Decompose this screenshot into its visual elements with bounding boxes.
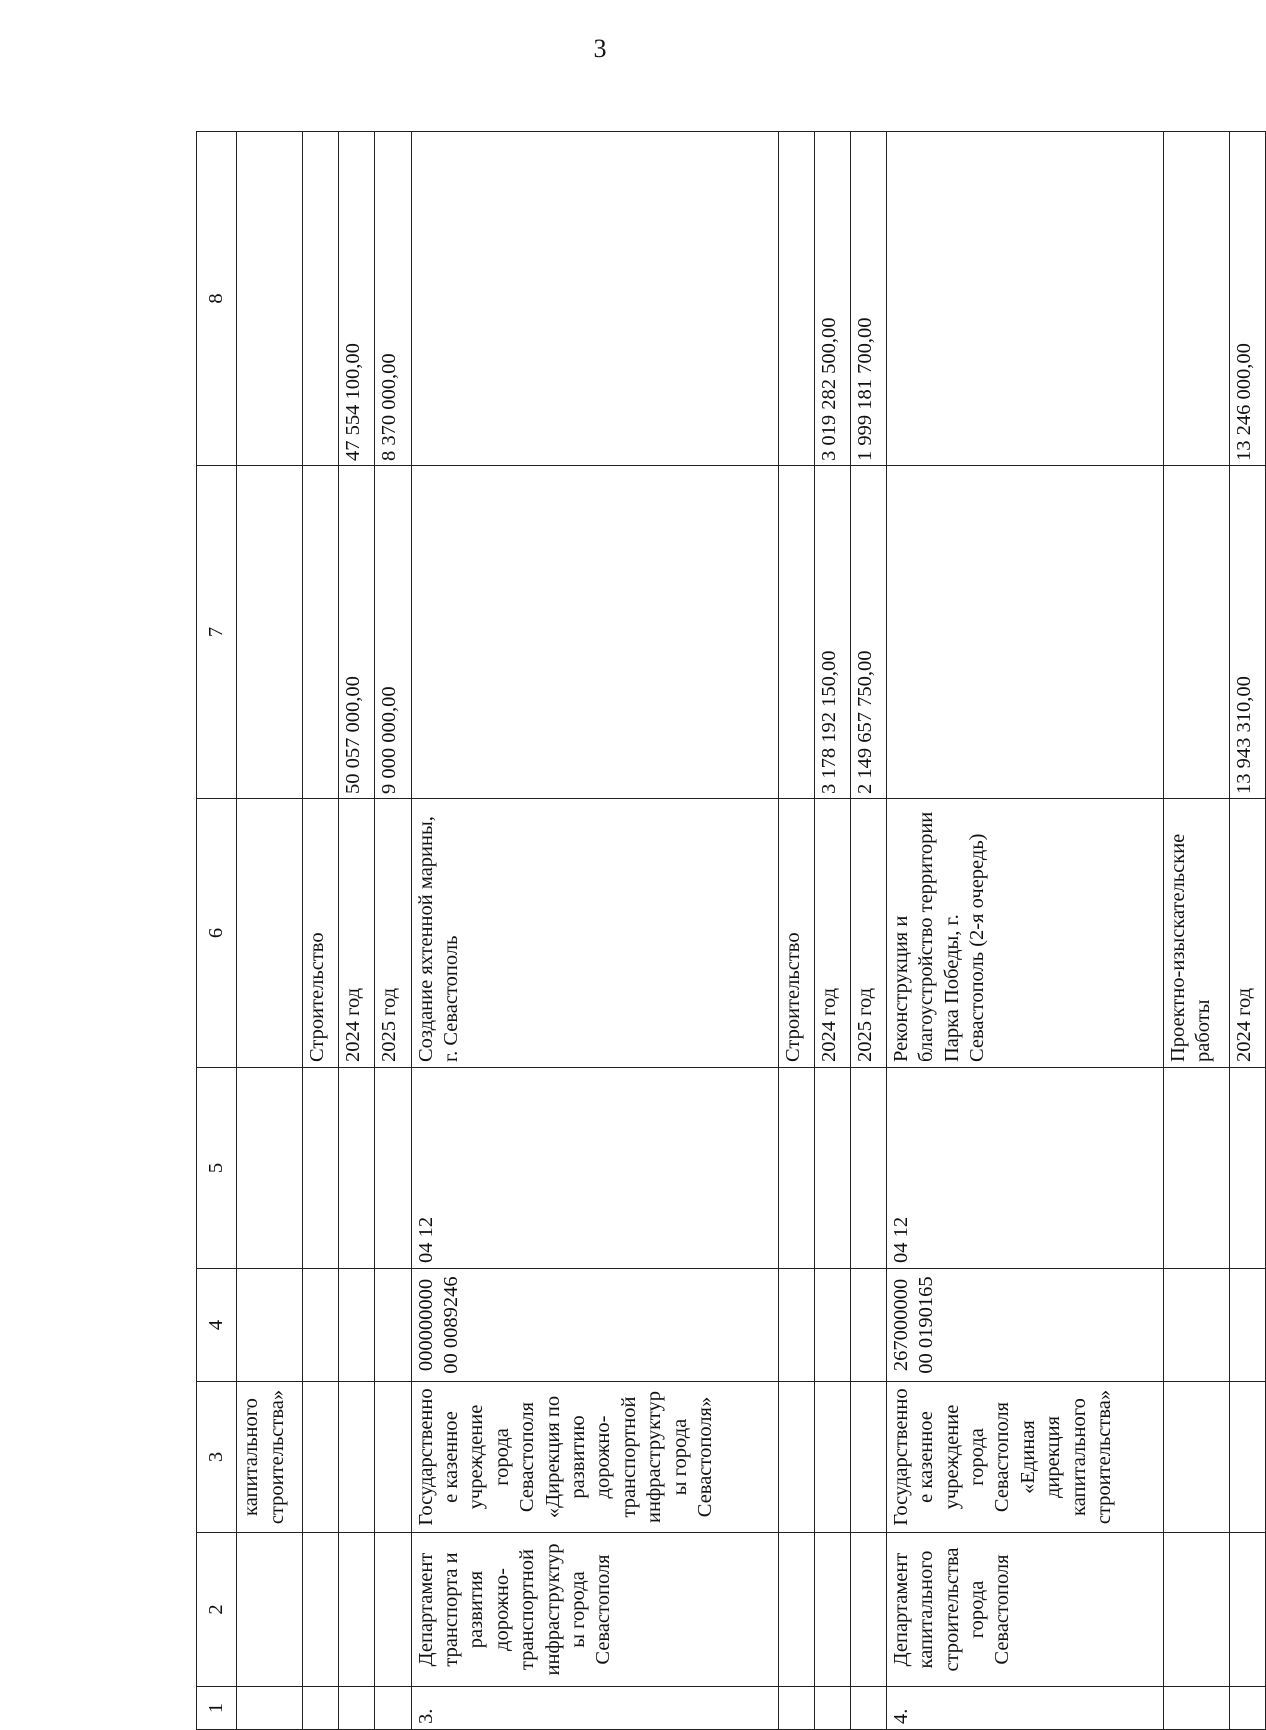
cell-section xyxy=(778,1068,814,1269)
cell-section: 04 12 xyxy=(411,1068,778,1269)
cell-no xyxy=(1163,1687,1229,1730)
cell-amount: 13 943 310,00 xyxy=(1229,466,1265,799)
cell-object: 2024 год xyxy=(339,799,375,1068)
cell-amount xyxy=(411,466,778,799)
cell-object: Проектно-изыскательские работы xyxy=(1163,799,1229,1068)
cell-department xyxy=(375,1533,411,1687)
cell-amount xyxy=(303,466,339,799)
cell-no: 4. xyxy=(886,1687,1163,1730)
cell-amount xyxy=(1163,132,1229,466)
cell-department xyxy=(1163,1533,1229,1687)
cell-code xyxy=(375,1269,411,1382)
cell-object: Реконструкция и благоустройство территории Парка Победы, г. Севастополь (2-я очередь) xyxy=(886,799,1163,1068)
cell-no xyxy=(237,1687,303,1730)
cell-no xyxy=(778,1687,814,1730)
cell-section xyxy=(1163,1068,1229,1269)
cell-amount xyxy=(778,466,814,799)
table-row xyxy=(1163,132,1229,1730)
page-number: 3 xyxy=(593,34,607,63)
table-row xyxy=(886,132,1163,1730)
cell-institution xyxy=(303,1382,339,1533)
cell-object: Строительство xyxy=(778,799,814,1068)
table-row xyxy=(375,132,411,1730)
table-row xyxy=(1229,132,1265,1730)
cell-code xyxy=(1229,1269,1265,1382)
cell-code xyxy=(1163,1269,1229,1382)
header-row xyxy=(197,132,237,1730)
header-cell: 6 xyxy=(197,799,237,1068)
header-cell: 5 xyxy=(197,1068,237,1269)
cell-institution xyxy=(850,1382,886,1533)
cell-amount: 1 999 181 700,00 xyxy=(850,132,886,466)
table-row xyxy=(814,132,850,1730)
cell-amount xyxy=(886,132,1163,466)
cell-amount xyxy=(237,132,303,466)
cell-code xyxy=(237,1269,303,1382)
cell-no xyxy=(850,1687,886,1730)
cell-department xyxy=(814,1533,850,1687)
cell-object: 2024 год xyxy=(1229,799,1265,1068)
cell-object: 2024 год xyxy=(814,799,850,1068)
cell-amount: 8 370 000,00 xyxy=(375,132,411,466)
header-cell: 4 xyxy=(197,1269,237,1382)
cell-section xyxy=(339,1068,375,1269)
cell-institution: Государственное казенное учреждение города Севастополя «Дирекция по развитию дорожно-транспортной инфраструктуры города Севастополя» xyxy=(411,1382,778,1533)
cell-amount: 47 554 100,00 xyxy=(339,132,375,466)
cell-department xyxy=(237,1533,303,1687)
cell-section xyxy=(850,1068,886,1269)
cell-institution xyxy=(1229,1382,1265,1533)
cell-section xyxy=(303,1068,339,1269)
header-cell: 1 xyxy=(197,1687,237,1730)
header-cell: 3 xyxy=(197,1382,237,1533)
cell-code xyxy=(850,1269,886,1382)
cell-object: 2025 год xyxy=(375,799,411,1068)
header-cell: 2 xyxy=(197,1533,237,1687)
cell-code xyxy=(814,1269,850,1382)
cell-no xyxy=(1229,1687,1265,1730)
cell-section: 04 12 xyxy=(886,1068,1163,1269)
cell-institution xyxy=(814,1382,850,1533)
rotated-table-container xyxy=(196,132,1266,1730)
cell-department xyxy=(339,1533,375,1687)
cell-object: Строительство xyxy=(303,799,339,1068)
cell-amount: 3 178 192 150,00 xyxy=(814,466,850,799)
cell-section xyxy=(814,1068,850,1269)
cell-amount xyxy=(1163,466,1229,799)
cell-amount: 2 149 657 750,00 xyxy=(850,466,886,799)
cell-amount xyxy=(886,466,1163,799)
table-row xyxy=(850,132,886,1730)
cell-no xyxy=(303,1687,339,1730)
cell-department: Департамент транспорта и развития дорожно-транспортной инфраструктуры города Севастополя xyxy=(411,1533,778,1687)
cell-institution: капитального строительства» xyxy=(237,1382,303,1533)
cell-section xyxy=(1229,1068,1265,1269)
cell-department xyxy=(850,1533,886,1687)
cell-amount xyxy=(778,132,814,466)
cell-amount: 3 019 282 500,00 xyxy=(814,132,850,466)
cell-department xyxy=(303,1533,339,1687)
cell-object xyxy=(237,799,303,1068)
cell-section xyxy=(237,1068,303,1269)
cell-amount xyxy=(303,132,339,466)
cell-department xyxy=(1229,1533,1265,1687)
cell-code xyxy=(303,1269,339,1382)
cell-amount xyxy=(411,132,778,466)
table-row xyxy=(339,132,375,1730)
cell-no: 3. xyxy=(411,1687,778,1730)
cell-section xyxy=(375,1068,411,1269)
cell-institution xyxy=(1163,1382,1229,1533)
cell-object: 2025 год xyxy=(850,799,886,1068)
cell-object: Создание яхтенной марины, г. Севастополь xyxy=(411,799,778,1068)
cell-institution xyxy=(375,1382,411,1533)
cell-department xyxy=(778,1533,814,1687)
header-cell: 7 xyxy=(197,466,237,799)
table-row xyxy=(411,132,778,1730)
cell-institution xyxy=(339,1382,375,1533)
cell-code xyxy=(778,1269,814,1382)
cell-code: 00000000000 0089246 xyxy=(411,1269,778,1382)
budget-table xyxy=(196,131,1266,1730)
cell-amount: 50 057 000,00 xyxy=(339,466,375,799)
cell-institution xyxy=(778,1382,814,1533)
cell-no xyxy=(814,1687,850,1730)
cell-code xyxy=(339,1269,375,1382)
table-row xyxy=(778,132,814,1730)
table-row xyxy=(303,132,339,1730)
cell-no xyxy=(339,1687,375,1730)
cell-department: Департамент капитального строительства города Севастополя xyxy=(886,1533,1163,1687)
cell-code: 26700000000 0190165 xyxy=(886,1269,1163,1382)
cell-institution: Государственное казенное учреждение города Севастополя «Единая дирекция капитального строительства» xyxy=(886,1382,1163,1533)
table-row xyxy=(237,132,303,1730)
cell-amount: 9 000 000,00 xyxy=(375,466,411,799)
cell-amount xyxy=(237,466,303,799)
cell-amount: 13 246 000,00 xyxy=(1229,132,1265,466)
cell-no xyxy=(375,1687,411,1730)
header-cell: 8 xyxy=(197,132,237,466)
